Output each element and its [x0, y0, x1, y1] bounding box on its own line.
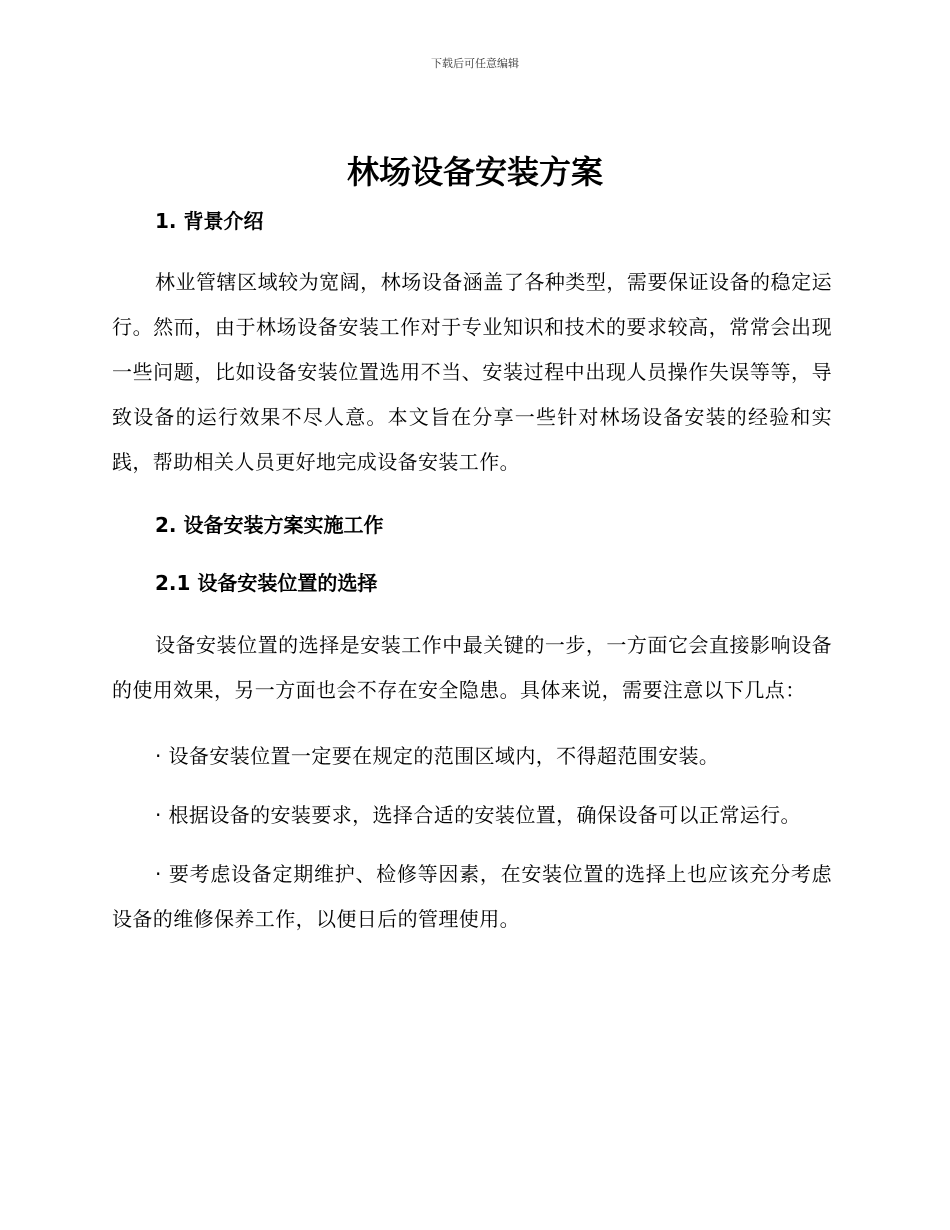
paragraph-location: 设备安装位置的选择是安装工作中最关键的一步，一方面它会直接影响设备的使用效果，另一方面也会不存在安全隐患。具体来说，需要注意以下几点：	[112, 633, 832, 702]
section-heading-background: 1. 背景介绍	[155, 209, 264, 233]
subsection-heading-location: 2.1 设备安装位置的选择	[155, 571, 378, 595]
document-body	[112, 204, 832, 942]
section-heading-implementation: 2. 设备安装方案实施工作	[155, 513, 384, 537]
page-header-note: 下载后可任意编辑	[431, 57, 519, 70]
document-title: 林场设备安装方案	[346, 153, 603, 191]
bullet-item: · 设备安装位置一定要在规定的范围区域内，不得超范围安装。	[155, 744, 720, 768]
bullet-item: · 根据设备的安装要求，选择合适的安装位置，确保设备可以正常运行。	[155, 803, 801, 827]
paragraph-background: 林业管辖区域较为宽阔，林场设备涵盖了各种类型，需要保证设备的稳定运行。然而，由于林场设备安装工作对于专业知识和技术的要求较高，常常会出现一些问题，比如设备安装位置选用不当、安装过程中出现人员操作失误等等，导致设备的运行效果不尽人意。本文旨在分享一些针对林场设备安装的经验和实践，帮助相关人员更好地完成设备安装工作。	[112, 270, 832, 474]
bullet-item: · 要考虑设备定期维护、检修等因素，在安装位置的选择上也应该充分考虑设备的维修保养工作，以便日后的管理使用。	[112, 862, 832, 931]
